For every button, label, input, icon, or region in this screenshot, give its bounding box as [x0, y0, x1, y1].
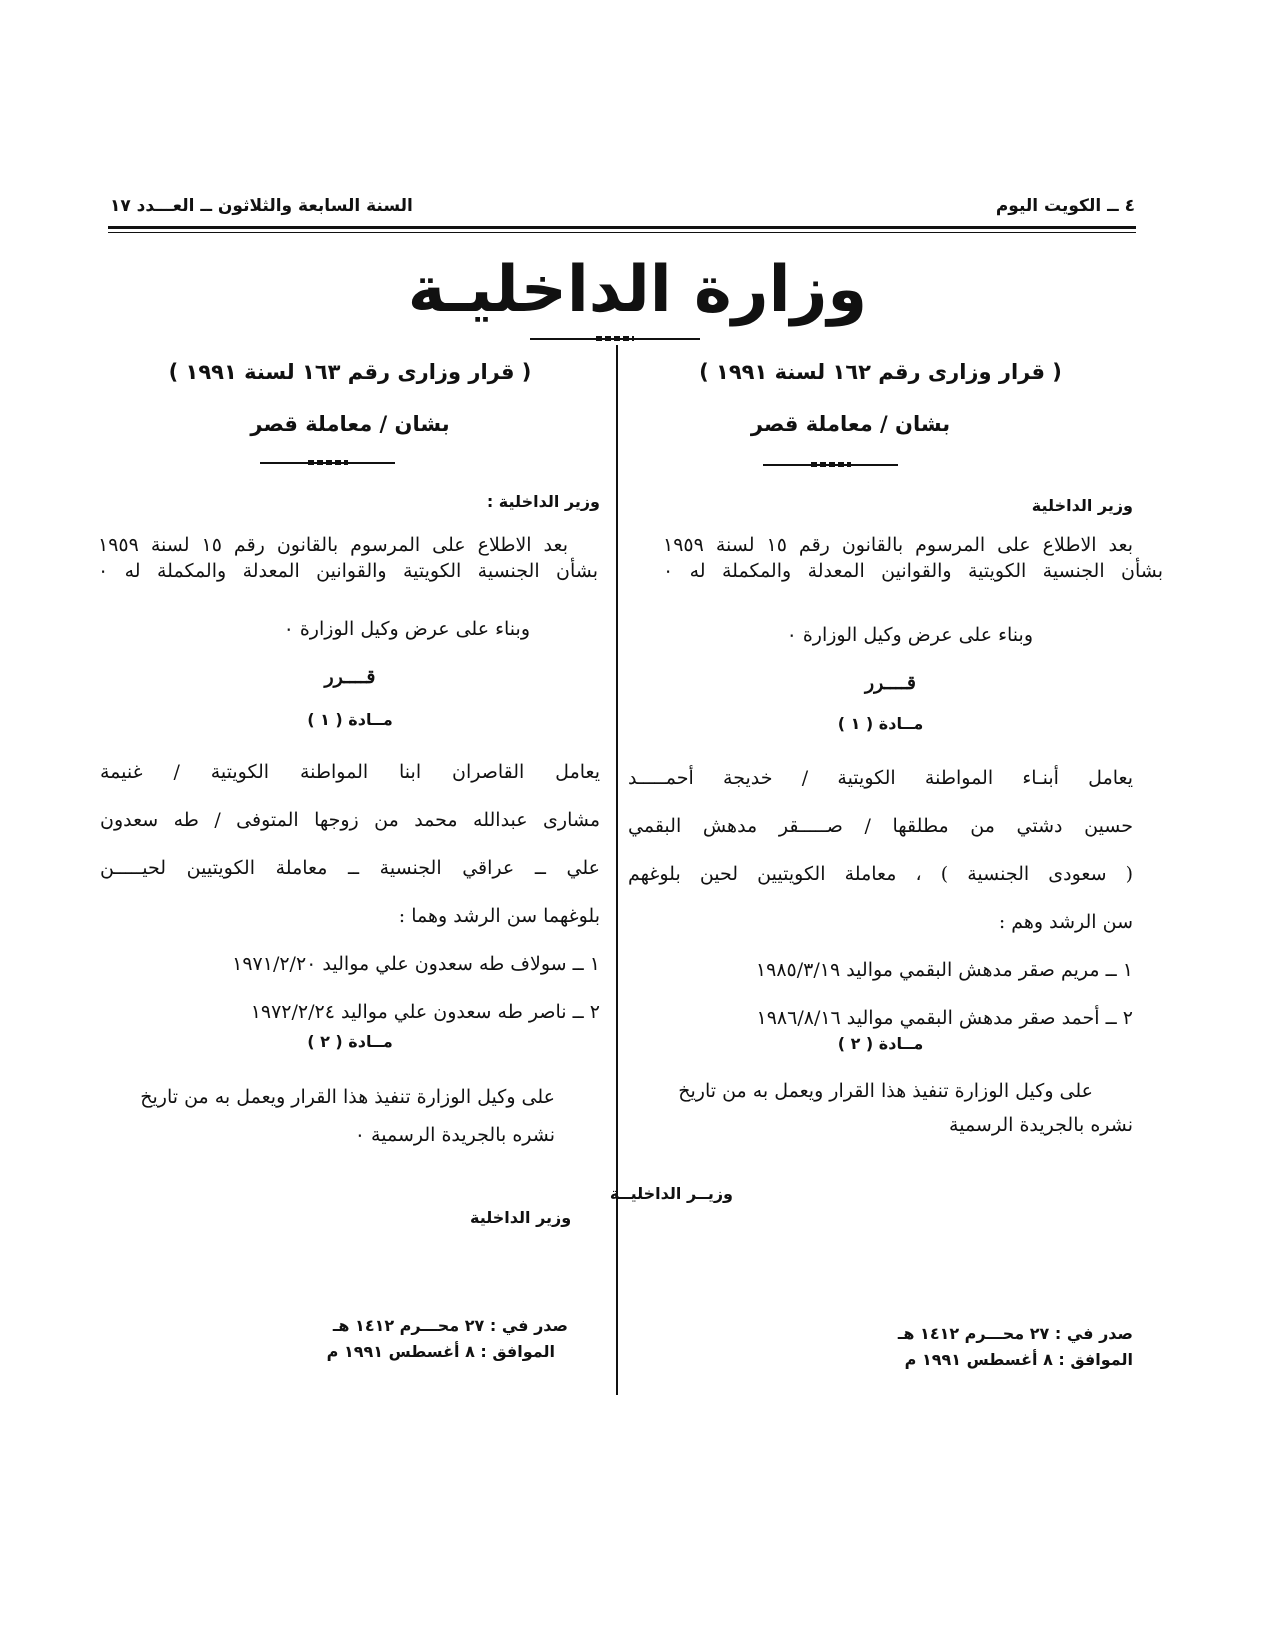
decree-162-item2: ٢ ــ أحمد صقر مدهش البقمي مواليد ١٩٨٦/٨/١٦ [756, 1007, 1133, 1029]
decree-162-article1-line1: يعامل أبنـاء المواطنة الكويتية / خديجة أحمـــــد [628, 767, 1133, 789]
decree-162-article1-line3: ( سعودى الجنسية ) ، معاملة الكويتيين لحين بلوغهم [628, 863, 1133, 885]
decree-163-article2-body [100, 1078, 555, 1154]
header-rule-thin [108, 232, 1136, 233]
decree-162-issued-hijri: صدر في : ٢٧ محـــرم ١٤١٢ هـ [897, 1324, 1133, 1343]
decree-162-article1-line4: سن الرشد وهم : [998, 911, 1133, 933]
decree-163-ornament [260, 462, 395, 464]
decree-163-article2-line1: على وكيل الوزارة تنفيذ هذا القرار ويعمل به من تاريخ [140, 1086, 555, 1108]
decree-162-preamble-line1: بعد الاطلاع على المرسوم بالقانون رقم ١٥ لسنة ١٩٥٩ [663, 534, 1133, 556]
ministry-title: وزارة الداخليـة [407, 253, 868, 327]
decree-163-signature: وزير الداخلية [470, 1208, 572, 1227]
decree-163-article2-line2: نشره بالجريدة الرسمية ٠ [354, 1124, 555, 1146]
decree-162-article2-body [588, 1074, 1133, 1142]
decree-162-article2-line2: نشره بالجريدة الرسمية [949, 1114, 1133, 1136]
decree-162-addressee: وزير الداخلية [1031, 496, 1133, 515]
decree-162-title: ( قرار وزارى رقم ١٦٢ لسنة ١٩٩١ ) [699, 360, 1062, 384]
title-ornament-divider [530, 338, 700, 340]
decree-163-item2: ٢ ــ ناصر طه سعدون علي مواليد ١٩٧٢/٢/٢٤ [250, 1001, 600, 1023]
decree-163-article1-heading: مــادة ( ١ ) [307, 710, 393, 729]
decree-162-article1-body [628, 754, 1133, 1042]
decree-163-preamble-line2: بشأن الجنسية الكويتية والقوانين المعدلة والمكملة له ٠ [98, 560, 598, 582]
decree-163-addressee: وزير الداخلية : [486, 492, 600, 511]
decree-163-article1-line4: بلوغهما سن الرشد وهما : [398, 905, 600, 927]
decree-163-basis: وبناء على عرض وكيل الوزارة ٠ [283, 618, 530, 640]
decree-162-article2-line1: على وكيل الوزارة تنفيذ هذا القرار ويعمل به من تاريخ [678, 1080, 1093, 1102]
running-header [110, 196, 1135, 224]
decree-163-article2-heading: مــادة ( ٢ ) [307, 1032, 393, 1051]
decree-162-article1-line2: حسين دشتي من مطلقها / صـــــقر مدهش البقمي [628, 815, 1133, 837]
header-page-paper: ٤ ــ الكويت اليوم [995, 196, 1135, 216]
decree-163-decided: قــــرر [324, 666, 376, 688]
decree-163-preamble [98, 532, 598, 584]
decree-163-article1-line1: يعامل القاصران ابنا المواطنة الكويتية / غنيمة [100, 761, 600, 783]
decree-163-issued-hijri: صدر في : ٢٧ محـــرم ١٤١٢ هـ [332, 1316, 568, 1335]
decree-163-article1-line3: علي ــ عراقي الجنسية ــ معاملة الكويتيين لحيـــــن [100, 857, 600, 879]
decree-162-decided: قــــرر [864, 672, 916, 694]
decree-162-article2-heading: مــادة ( ٢ ) [837, 1034, 924, 1053]
decree-162-ornament [763, 464, 898, 466]
decree-162-item1: ١ ــ مريم صقر مدهش البقمي مواليد ١٩٨٥/٣/١٩ [755, 959, 1133, 981]
decree-162-subject: بشان / معاملة قصر [750, 412, 951, 436]
decree-163-article1-body [100, 748, 600, 1036]
decree-162-issued-gregorian: الموافق : ٨ أغسطس ١٩٩١ م [904, 1350, 1133, 1369]
decree-163-item1: ١ ــ سولاف طه سعدون علي مواليد ١٩٧١/٢/٢٠ [232, 953, 600, 975]
column-divider [616, 345, 618, 1395]
decree-163-issued-gregorian: الموافق : ٨ أغسطس ١٩٩١ م [326, 1342, 555, 1361]
header-rule [108, 226, 1136, 229]
decree-162-signature: وزيــر الداخليــة [609, 1184, 733, 1203]
decree-162-basis: وبناء على عرض وكيل الوزارة ٠ [786, 624, 1033, 646]
decree-163-subject: بشان / معاملة قصر [250, 412, 450, 436]
decree-163-article1-line2: مشارى عبدالله محمد من زوجها المتوفى / طه سعدون [100, 809, 600, 831]
header-year-issue: السنة السابعة والثلاثون ــ العـــدد ١٧ [110, 196, 413, 216]
decree-162-preamble [663, 532, 1163, 584]
decree-162-article1-heading: مــادة ( ١ ) [837, 714, 924, 733]
decree-163-preamble-line1: بعد الاطلاع على المرسوم بالقانون رقم ١٥ لسنة ١٩٥٩ [98, 534, 568, 556]
decree-163-title: ( قرار وزارى رقم ١٦٣ لسنة ١٩٩١ ) [168, 360, 532, 384]
decree-162-preamble-line2: بشأن الجنسية الكويتية والقوانين المعدلة والمكملة له ٠ [663, 560, 1163, 582]
